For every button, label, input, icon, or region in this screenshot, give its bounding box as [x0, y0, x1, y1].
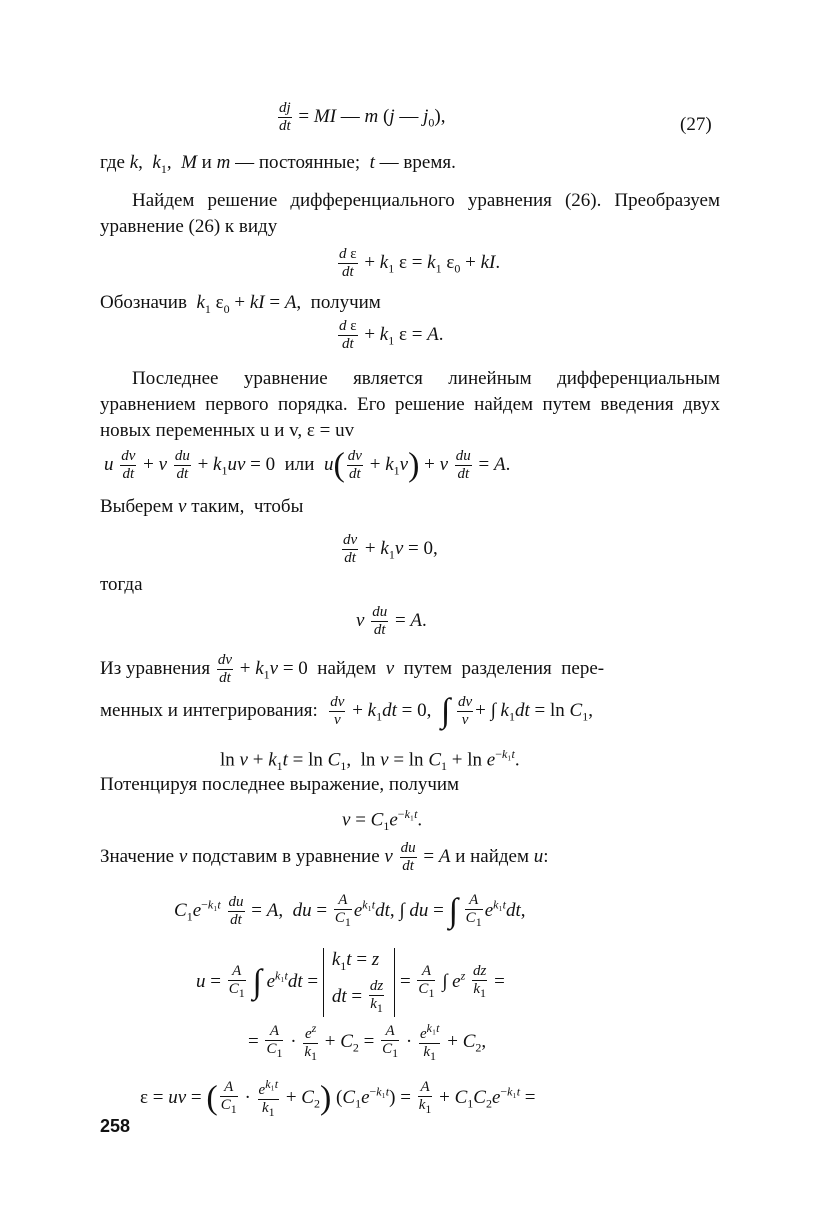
equation-uv: u $\frac{dv}{dt}$ + v $\frac{du}{dt}$ + $k_1uv = 0$ или u( $\frac{dv}{dt}$ + $k_1v) + v$ $\frac{du}{dt}$ = A.	[104, 446, 511, 484]
equation-transformed: $\frac{\text{d ε}}{dt}$ + $k_1$ $\varepsilon = k_1$ $\varepsilon_0$ + kI.	[339, 246, 501, 280]
equation-v-result: $v = C_1e^{-k_1t}$.	[342, 807, 423, 834]
equation-A: $\frac{\text{d ε}}{dt}$ + $k_1$ ε = A.	[339, 318, 444, 352]
denote-line: Обозначив $k_1$ $\varepsilon_0$ + kI = A, получим	[100, 292, 381, 316]
then-word: тогда	[100, 574, 143, 595]
equation-27: $\frac{dj}{dt}$ = MI — m (j — $j_0$),	[279, 100, 446, 134]
equation-v-zero: $\frac{dv}{dt}$ + $k_1v = 0$,	[343, 532, 438, 566]
paragraph-solve: Найдем решение дифференциального уравнения (26). Преобразуем уравнение (26) к виду	[100, 190, 720, 237]
substitute-line: Значение v подставим в уравнение v $\frac{du}{dt}$ = A и найдем u:	[100, 840, 549, 874]
equation-u-3: = $\frac{A}{C_1}$ · $\frac{e^z}{k_1}$ + $C_2$ = $\frac{A}{C_1}$ · $\frac{e^{k_1t}}{k_1}$ + $C_2$,	[248, 1021, 487, 1063]
choose-line: Выберем v таким, чтобы	[100, 496, 304, 517]
paragraph-linear: Последнее уравнение является линейным дифференциальным уравнением первого порядка. Его решение найдем путем введения двух новых переменных u и v, ε = uv	[100, 368, 720, 441]
equation-vdu: v $\frac{du}{dt}$ = A.	[356, 604, 427, 638]
equation-u-1: $C_1e^{-k_1t}$ $\frac{du}{dt}$ = A, du = $\frac{A}{C_1}$ $e^{k_1t}dt$, ∫ du = ∫ $\frac{A}{C_1}$ $e^{k_1t}dt$,	[174, 892, 526, 930]
page-number: 258	[100, 1116, 131, 1136]
from-equation-line: Из уравнения $\frac{dv}{dt}$ + $k_1v = 0$ найдем v путем разделения пере-	[100, 652, 605, 686]
equation-epsilon: ε = uv = ( $\frac{A}{C_1}$ · $\frac{e^{k_1t}}{k_1}$ + $C_2$) $(C_1e^{-k_1t})$ = $\frac{A}{k_1}$ + $C_1C_2e^{-k_1t}$ =	[140, 1077, 536, 1119]
constants-line: где k, $k_1$, M и m — постоянные; t — время.	[100, 152, 456, 176]
potentiate-line: Потенцируя последнее выражение, получим	[100, 774, 460, 795]
substitution-box: $k_1t = z$ dt = $\frac{dz}{k_1}$	[323, 948, 395, 1017]
equation-ln: $\ln v + k_1t = \ln C_1$, $\ln v = \ln C_1 + \ln e^{-k_1t}$.	[220, 747, 520, 774]
separation-line: менных и интегрирования: $\frac{dv}{v}$ + $k_1dt = 0$, ∫ $\frac{dv}{v}$ + ∫ $k_1dt = \ln C_1$,	[100, 692, 593, 730]
equation-u-2: u = $\frac{A}{C_1}$ ∫ $e^{k_1t}dt = k_1t = z$ dt = $\frac{dz}{k_1}$ = $\frac{A}{C_1}$ ∫ $e^z$ $\frac{dz}{k_1}$ =	[196, 949, 505, 1015]
equation-number: (27)	[680, 114, 712, 135]
